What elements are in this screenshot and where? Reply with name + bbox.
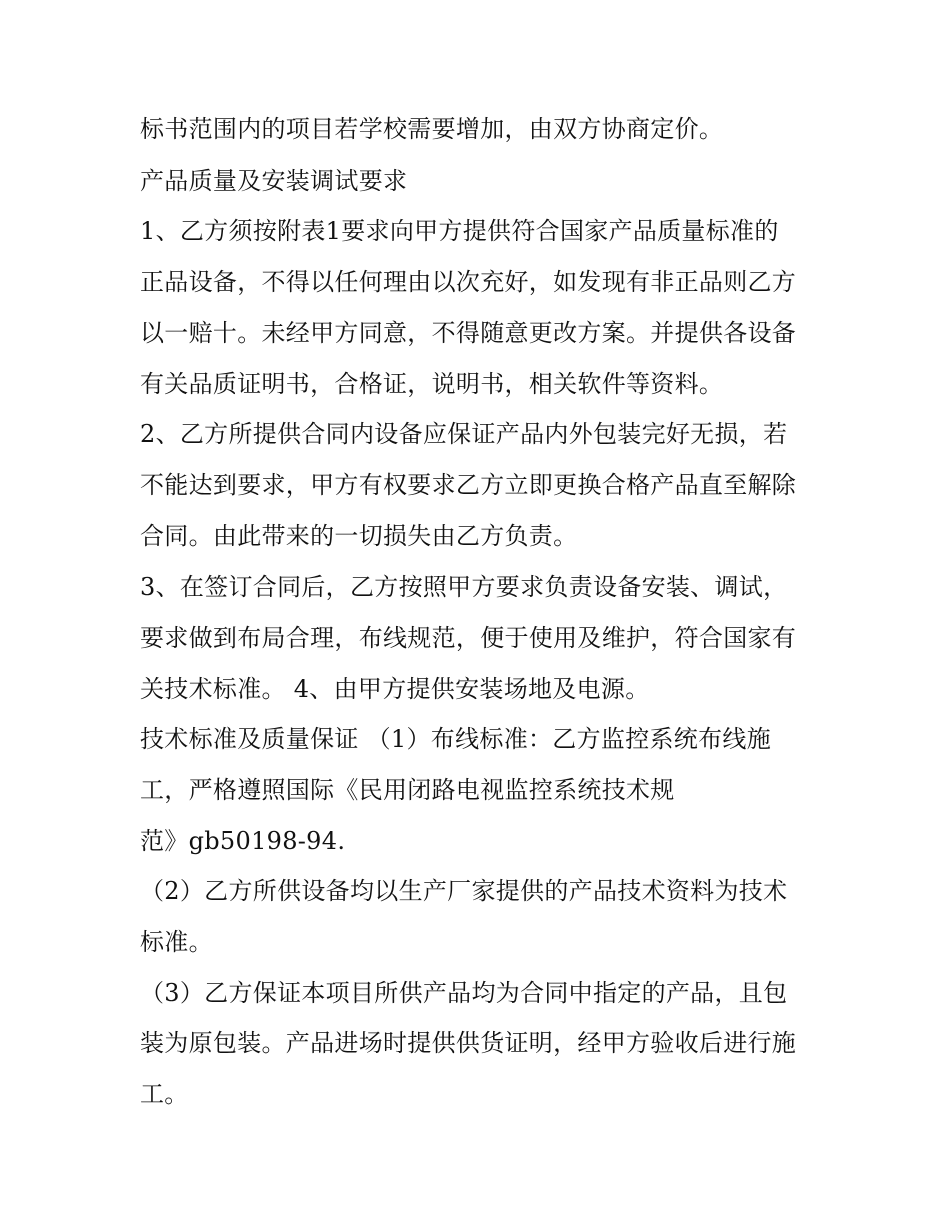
- paragraph-line: 标准。: [140, 928, 213, 956]
- section-heading: 产品质量及安装调试要求: [140, 167, 408, 195]
- paragraph-line: 3、在签订合同后，乙方按照甲方要求负责设备安装、调试，: [140, 573, 788, 601]
- paragraph-line: 以一赔十。未经甲方同意，不得随意更改方案。并提供各设备: [140, 319, 797, 347]
- section-heading: 技术标准及质量保证 （1）布线标准：乙方监控系统布线施: [140, 725, 771, 753]
- paragraph-line: 有关品质证明书，合格证，说明书，相关软件等资料。: [140, 370, 724, 398]
- paragraph-line: 合同。由此带来的一切损失由乙方负责。: [140, 522, 578, 550]
- paragraph-line: 要求做到布局合理，布线规范，便于使用及维护，符合国家有: [140, 624, 797, 652]
- paragraph-line: 不能达到要求，甲方有权要求乙方立即更换合格产品直至解除: [140, 471, 797, 499]
- paragraph-line: 标书范围内的项目若学校需要增加，由双方协商定价。: [140, 115, 724, 143]
- paragraph-line: 装为原包装。产品进场时提供供货证明，经甲方验收后进行施: [140, 1029, 797, 1057]
- paragraph-line: 工，严格遵照国际《民用闭路电视监控系统技术规: [140, 776, 675, 804]
- paragraph-line: （3）乙方保证本项目所供产品均为合同中指定的产品，且包: [140, 979, 788, 1007]
- paragraph-line: 1、乙方须按附表1要求向甲方提供符合国家产品质量标准的: [140, 217, 779, 245]
- paragraph-line: 正品设备，不得以任何理由以次充好，如发现有非正品则乙方: [140, 268, 797, 296]
- paragraph-line: （2）乙方所供设备均以生产厂家提供的产品技术资料为技术: [140, 877, 788, 905]
- paragraph-line: 关技术标准。 4、由甲方提供安装场地及电源。: [140, 675, 650, 703]
- paragraph-line: 2、乙方所提供合同内设备应保证产品内外包装完好无损，若: [140, 420, 788, 448]
- paragraph-line: 范》gb50198-94.: [140, 827, 346, 855]
- paragraph-line: 工。: [140, 1080, 189, 1108]
